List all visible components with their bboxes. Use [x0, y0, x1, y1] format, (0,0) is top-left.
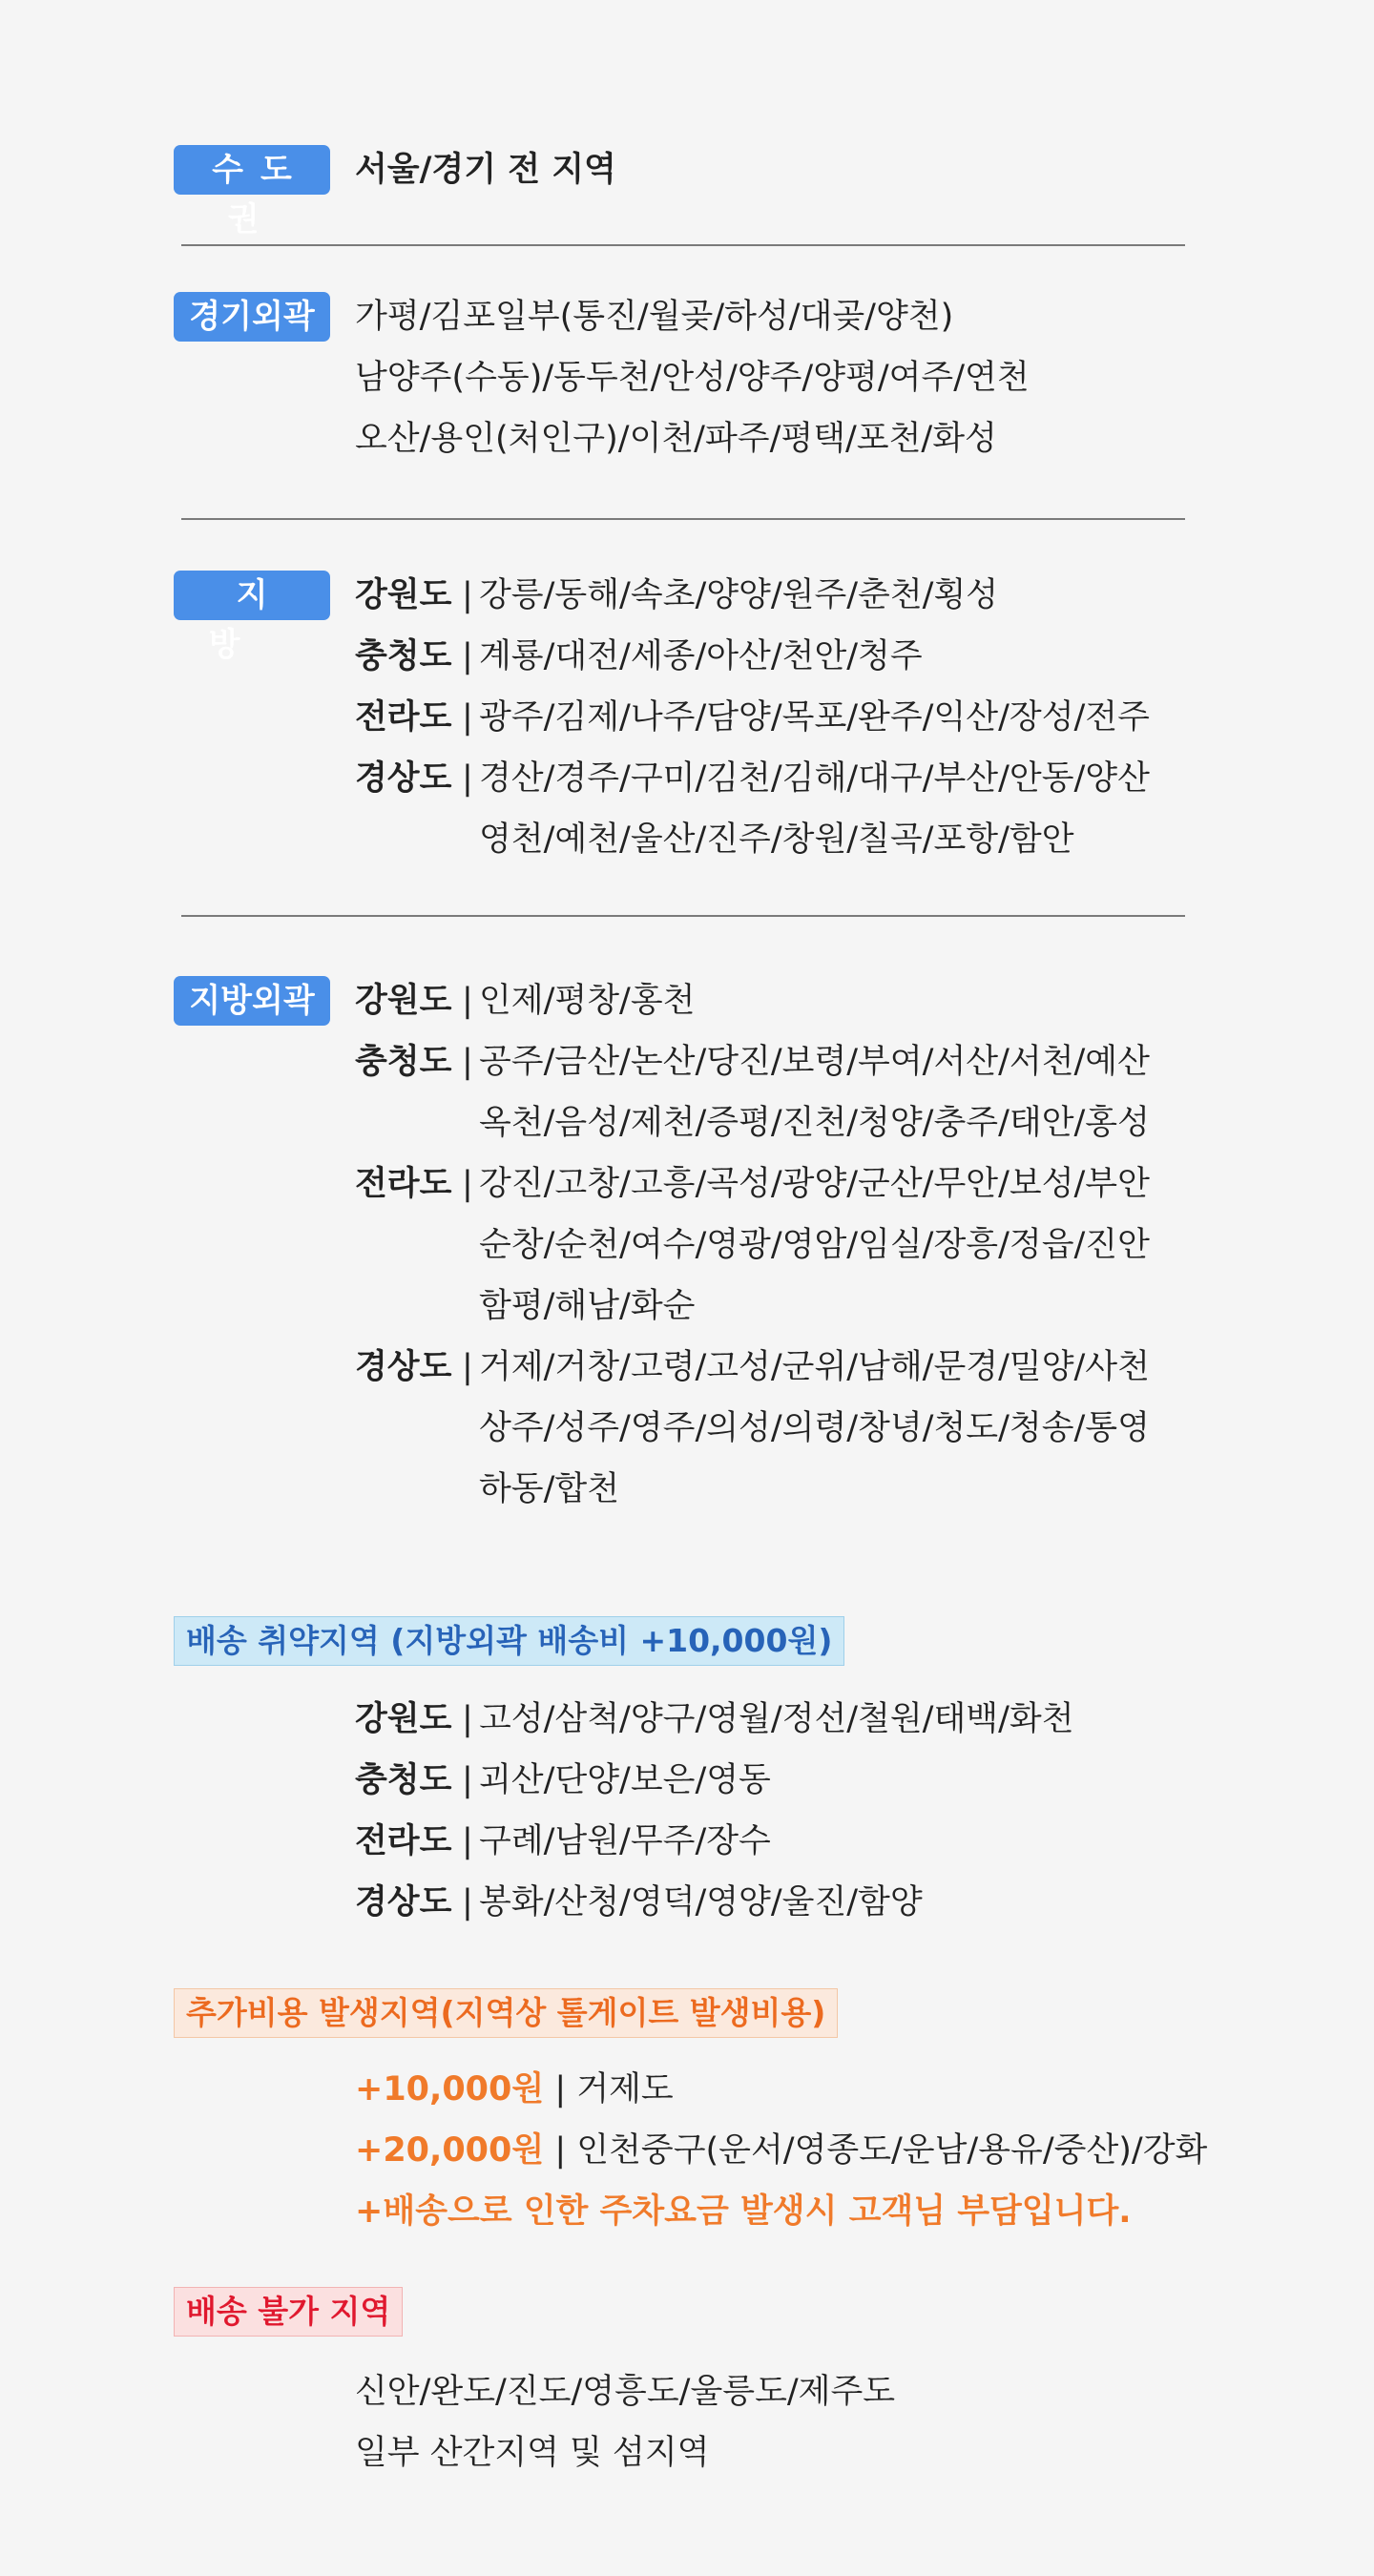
separator: | [554, 2070, 567, 2109]
region-row-jeolla [355, 1153, 1214, 1337]
region-cities: 괴산/단양/보은/영동 [479, 1761, 771, 1799]
region-name: 충청도 [355, 637, 452, 675]
region-row-jeolla [355, 687, 1214, 748]
region-name: 전라도 [355, 1822, 452, 1860]
extra-cost-price: +20,000원 [355, 2131, 545, 2170]
region-row-chungcheong [355, 1750, 1214, 1811]
extra-cost-item [355, 2120, 1214, 2181]
separator: | [462, 1348, 473, 1386]
region-cities: 경산/경주/구미/김천/김해/대구/부산/안동/양산 [479, 759, 1150, 798]
region-name: 전라도 [355, 698, 452, 737]
separator: | [462, 759, 473, 798]
extra-cost-item [355, 2059, 1214, 2120]
region-cities: 봉화/산청/영덕/영양/울진/함양 [479, 1883, 923, 1922]
separator: | [462, 698, 473, 737]
separator: | [462, 576, 473, 614]
region-row-gyeongsang [355, 748, 1214, 870]
region-line: 오산/용인(처인구)/이천/파주/평택/포천/화성 [355, 420, 997, 458]
region-row-chungcheong [355, 1031, 1214, 1153]
region-row-chungcheong [355, 626, 1214, 687]
region-row-jeolla [355, 1811, 1214, 1872]
region-name: 충청도 [355, 1761, 452, 1799]
separator: | [462, 1883, 473, 1922]
separator: | [554, 2131, 567, 2170]
region-line: 남양주(수동)/동두천/안성/양주/양평/여주/연천 [355, 359, 1030, 397]
extra-cost-tag: 추가비용 발생지역(지역상 톨게이트 발생비용) [174, 1988, 838, 2038]
region-row-gyeongsang [355, 1337, 1214, 1520]
divider [181, 244, 1185, 246]
region-name: 경상도 [355, 1348, 452, 1386]
separator: | [462, 1043, 473, 1081]
separator: | [462, 637, 473, 675]
local-outer-badge: 지방외곽 [174, 976, 330, 1026]
separator: | [462, 982, 473, 1020]
region-cities: 공주/금산/논산/당진/보령/부여/서산/서천/예산 [479, 1043, 1150, 1081]
separator: | [462, 1822, 473, 1860]
region-name: 충청도 [355, 1043, 452, 1081]
no-delivery-line: 일부 산간지역 및 섬지역 [355, 2434, 710, 2472]
region-cities: 거제/거창/고령/고성/군위/남해/문경/밀양/사천 [479, 1348, 1150, 1386]
no-delivery-tag: 배송 불가 지역 [174, 2287, 403, 2337]
region-cities: 강릉/동해/속초/양양/원주/춘천/횡성 [479, 576, 999, 614]
region-cities: 고성/삼척/양구/영월/정선/철원/태백/화천 [479, 1700, 1074, 1738]
region-row-gangwon [355, 970, 1214, 1031]
capital-badge: 수도권 [174, 145, 330, 195]
separator: | [462, 1165, 473, 1203]
region-cities: 구례/남원/무주/장수 [479, 1822, 771, 1860]
no-delivery-line: 신안/완도/진도/영흥도/울릉도/제주도 [355, 2373, 896, 2411]
region-cities: 상주/성주/영주/의성/의령/창녕/청도/청송/통영 [479, 1409, 1150, 1447]
region-cities: 옥천/음성/제천/증평/진천/청양/충주/태안/홍성 [479, 1104, 1150, 1142]
extra-cost-area: 거제도 [576, 2070, 674, 2109]
region-name: 강원도 [355, 982, 452, 1020]
local-badge: 지방 [174, 571, 330, 620]
region-cities: 하동/합천 [479, 1470, 620, 1508]
separator: | [462, 1761, 473, 1799]
capital-text: 서울/경기 전 지역 [355, 151, 616, 189]
extra-cost-area: 인천중구(운서/영종도/운남/용유/중산)/강화 [576, 2131, 1208, 2170]
region-cities: 강진/고창/고흥/곡성/광양/군산/무안/보성/부안 [479, 1165, 1150, 1203]
extra-cost-price: +10,000원 [355, 2070, 545, 2109]
region-row-gangwon [355, 1689, 1214, 1750]
region-cities: 인제/평창/홍천 [479, 982, 696, 1020]
region-cities: 영천/예천/울산/진주/창원/칠곡/포항/함안 [479, 821, 1074, 859]
region-name: 경상도 [355, 759, 452, 798]
region-cities: 순창/순천/여수/영광/영암/임실/장흥/정읍/진안 [479, 1226, 1150, 1264]
region-cities: 함평/해남/화순 [479, 1287, 696, 1325]
separator: | [462, 1700, 473, 1738]
parking-fee-note: +배송으로 인한 주차요금 발생시 고객님 부담입니다. [355, 2192, 1132, 2231]
gyeonggi-outer-badge: 경기외곽 [174, 292, 330, 342]
vulnerable-area-tag: 배송 취약지역 (지방외곽 배송비 +10,000원) [174, 1616, 844, 1666]
region-cities: 광주/김제/나주/담양/목포/완주/익산/장성/전주 [479, 698, 1150, 737]
divider [181, 915, 1185, 917]
divider [181, 518, 1185, 520]
region-line: 가평/김포일부(통진/월곶/하성/대곶/양천) [355, 298, 954, 336]
region-row-gyeongsang [355, 1872, 1214, 1933]
region-cities: 계룡/대전/세종/아산/천안/청주 [479, 637, 923, 675]
region-name: 경상도 [355, 1883, 452, 1922]
region-name: 전라도 [355, 1165, 452, 1203]
region-name: 강원도 [355, 576, 452, 614]
region-name: 강원도 [355, 1700, 452, 1738]
region-row-gangwon [355, 565, 1214, 626]
